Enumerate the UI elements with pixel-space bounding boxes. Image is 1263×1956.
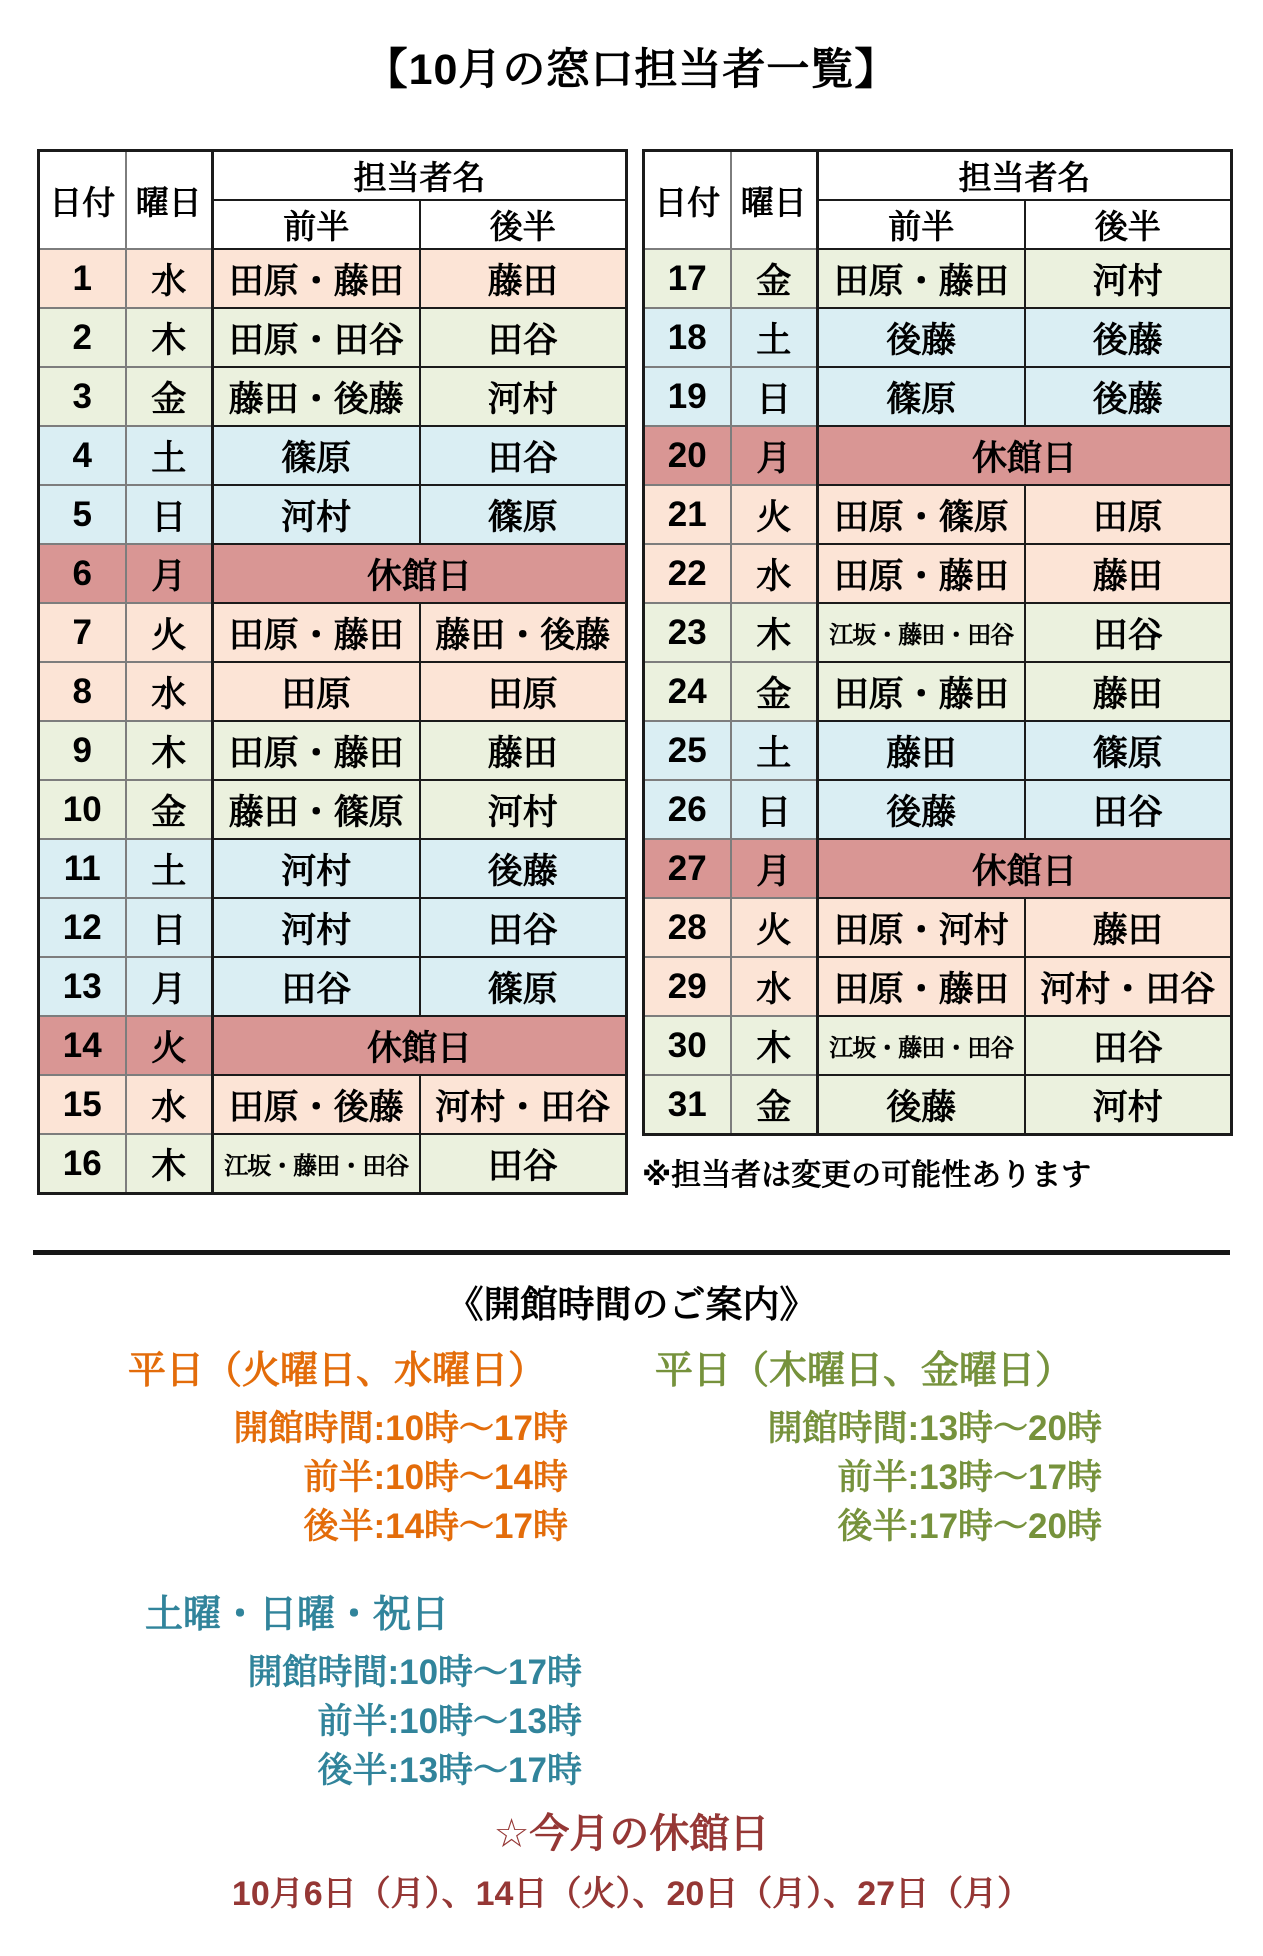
date-cell: 2 [39, 308, 126, 367]
roster-tables [0, 149, 1263, 1195]
date-cell: 19 [644, 367, 731, 426]
day-cell: 木 [731, 603, 818, 662]
date-cell: 22 [644, 544, 731, 603]
date-cell: 26 [644, 780, 731, 839]
day-cell: 水 [126, 249, 213, 308]
monthly-closures-title: ☆今月の休館日 [493, 1812, 770, 1856]
roster-table-left-column [37, 149, 625, 1195]
closed-day-cell: 休館日 [818, 839, 1232, 898]
staff-second-half-cell: 田谷 [1025, 1016, 1232, 1075]
staff-first-half-cell: 田谷 [213, 957, 420, 1016]
day-cell: 木 [126, 721, 213, 780]
day-cell: 水 [126, 662, 213, 721]
table-row [39, 839, 627, 898]
monthly-closures-dates: 10月6日（月）、14日（火）、20日（月）、27日（月） [231, 1875, 1032, 1913]
change-disclaimer-note: ※担当者は変更の可能性あります [642, 1159, 1092, 1192]
hours-block-lines [145, 1648, 582, 1795]
staff-name-header: 担当者名 [818, 151, 1232, 201]
date-cell: 13 [39, 957, 126, 1016]
hours-line-first-half: 前半:10時～13時 [317, 1702, 582, 1741]
roster-table-right [642, 149, 1233, 1136]
table-row [39, 544, 627, 603]
staff-second-half-cell: 藤田 [1025, 898, 1232, 957]
date-cell: 8 [39, 662, 126, 721]
hours-block-title: 平日（木曜日、金曜日） [655, 1350, 1074, 1392]
date-cell: 17 [644, 249, 731, 308]
table-row [39, 367, 627, 426]
staff-second-half-cell: 河村 [1025, 249, 1232, 308]
table-row [39, 603, 627, 662]
table-row [644, 839, 1232, 898]
staff-second-half-cell: 田谷 [420, 426, 627, 485]
table-row [39, 1075, 627, 1134]
first-half-header: 前半 [818, 200, 1025, 249]
date-cell: 24 [644, 662, 731, 721]
staff-second-half-cell: 後藤 [1025, 367, 1232, 426]
closed-day-cell: 休館日 [818, 426, 1232, 485]
day-cell: 金 [731, 1075, 818, 1135]
table-row [39, 485, 627, 544]
day-cell: 火 [731, 485, 818, 544]
opening-hours-heading: 《開館時間のご案内》 [446, 1284, 817, 1325]
date-cell: 15 [39, 1075, 126, 1134]
hours-block-lines [655, 1404, 1102, 1551]
staff-second-half-cell: 田谷 [420, 898, 627, 957]
day-cell: 金 [126, 367, 213, 426]
table-row [39, 957, 627, 1016]
staff-second-half-cell: 河村・田谷 [1025, 957, 1232, 1016]
staff-second-half-cell: 田谷 [420, 1134, 627, 1194]
date-cell: 6 [39, 544, 126, 603]
staff-second-half-cell: 藤田 [420, 249, 627, 308]
table-row [644, 367, 1232, 426]
closed-day-cell: 休館日 [213, 544, 627, 603]
staff-first-half-cell: 田原・篠原 [818, 485, 1025, 544]
table-row [644, 957, 1232, 1016]
table-row [644, 780, 1232, 839]
staff-second-half-cell: 篠原 [420, 957, 627, 1016]
staff-second-half-cell: 田谷 [1025, 780, 1232, 839]
table-row [39, 780, 627, 839]
table-row [644, 1016, 1232, 1075]
staff-first-half-cell: 後藤 [818, 308, 1025, 367]
date-cell: 31 [644, 1075, 731, 1135]
table-row [39, 1016, 627, 1075]
roster-table-right-column [642, 149, 1230, 1194]
hours-line-second-half: 後半:17時～20時 [837, 1507, 1102, 1546]
staff-first-half-cell: 田原 [213, 662, 420, 721]
staff-first-half-cell: 篠原 [818, 367, 1025, 426]
table-row [644, 603, 1232, 662]
date-cell: 1 [39, 249, 126, 308]
hours-line-first-half: 前半:10時～14時 [303, 1458, 568, 1497]
table-row [644, 898, 1232, 957]
table-row [644, 662, 1232, 721]
staff-first-half-cell: 篠原 [213, 426, 420, 485]
table-row [644, 721, 1232, 780]
table-row [39, 426, 627, 485]
staff-second-half-cell: 田原 [420, 662, 627, 721]
staff-second-half-cell: 藤田 [1025, 662, 1232, 721]
date-header: 日付 [39, 151, 126, 250]
day-cell: 火 [731, 898, 818, 957]
table-row [644, 485, 1232, 544]
staff-first-half-cell: 江坂・藤田・田谷 [818, 603, 1025, 662]
staff-first-half-cell: 藤田 [818, 721, 1025, 780]
staff-first-half-cell: 河村 [213, 839, 420, 898]
day-cell: 日 [126, 898, 213, 957]
date-cell: 4 [39, 426, 126, 485]
header-row [39, 151, 627, 201]
staff-second-half-cell: 篠原 [1025, 721, 1232, 780]
day-cell: 木 [126, 308, 213, 367]
day-cell: 火 [126, 603, 213, 662]
table-row [644, 308, 1232, 367]
table-row [39, 308, 627, 367]
hours-block-title: 平日（火曜日、水曜日） [128, 1350, 547, 1392]
day-cell: 水 [126, 1075, 213, 1134]
date-cell: 30 [644, 1016, 731, 1075]
first-half-header: 前半 [213, 200, 420, 249]
date-cell: 23 [644, 603, 731, 662]
staff-second-half-cell: 藤田・後藤 [420, 603, 627, 662]
table-row [644, 1075, 1232, 1135]
date-header: 日付 [644, 151, 731, 250]
table-row [644, 426, 1232, 485]
day-cell: 土 [126, 839, 213, 898]
hours-block-tue-wed [128, 1339, 568, 1551]
staff-second-half-cell: 河村 [420, 780, 627, 839]
staff-first-half-cell: 田原・藤田 [818, 544, 1025, 603]
day-cell: 土 [731, 308, 818, 367]
staff-second-half-cell: 藤田 [1025, 544, 1232, 603]
date-cell: 9 [39, 721, 126, 780]
hours-line-open: 開館時間:10時～17時 [233, 1409, 568, 1448]
date-cell: 28 [644, 898, 731, 957]
date-cell: 16 [39, 1134, 126, 1194]
day-cell: 日 [731, 780, 818, 839]
hours-block-thu-fri [655, 1339, 1102, 1551]
section-divider [33, 1250, 1230, 1255]
staff-first-half-cell: 田原・藤田 [213, 603, 420, 662]
day-cell: 火 [126, 1016, 213, 1075]
date-cell: 21 [644, 485, 731, 544]
day-cell: 日 [731, 367, 818, 426]
closed-day-cell: 休館日 [213, 1016, 627, 1075]
hours-block-weekend-holiday [145, 1583, 582, 1795]
day-cell: 金 [126, 780, 213, 839]
table-row [39, 898, 627, 957]
staff-first-half-cell: 田原・藤田 [213, 721, 420, 780]
second-half-header: 後半 [420, 200, 627, 249]
roster-table-left [37, 149, 628, 1195]
staff-first-half-cell: 江坂・藤田・田谷 [213, 1134, 420, 1194]
staff-first-half-cell: 田原・後藤 [213, 1075, 420, 1134]
staff-first-half-cell: 後藤 [818, 1075, 1025, 1135]
table-row [39, 662, 627, 721]
table-row [39, 249, 627, 308]
day-cell: 木 [126, 1134, 213, 1194]
staff-name-header: 担当者名 [213, 151, 627, 201]
table-row [644, 544, 1232, 603]
staff-first-half-cell: 田原・藤田 [818, 662, 1025, 721]
staff-second-half-cell: 篠原 [420, 485, 627, 544]
staff-first-half-cell: 藤田・篠原 [213, 780, 420, 839]
staff-second-half-cell: 河村 [1025, 1075, 1232, 1135]
date-cell: 20 [644, 426, 731, 485]
date-cell: 29 [644, 957, 731, 1016]
staff-first-half-cell: 田原・田谷 [213, 308, 420, 367]
day-cell: 木 [731, 1016, 818, 1075]
second-half-header: 後半 [1025, 200, 1232, 249]
staff-second-half-cell: 後藤 [1025, 308, 1232, 367]
hours-block-title: 土曜・日曜・祝日 [145, 1594, 450, 1636]
date-cell: 5 [39, 485, 126, 544]
staff-first-half-cell: 後藤 [818, 780, 1025, 839]
table-row [39, 1134, 627, 1194]
date-cell: 25 [644, 721, 731, 780]
staff-first-half-cell: 田原・河村 [818, 898, 1025, 957]
weekday-header: 曜日 [731, 151, 818, 250]
day-cell: 金 [731, 662, 818, 721]
staff-second-half-cell: 河村・田谷 [420, 1075, 627, 1134]
date-cell: 12 [39, 898, 126, 957]
date-cell: 11 [39, 839, 126, 898]
staff-first-half-cell: 河村 [213, 898, 420, 957]
day-cell: 月 [731, 839, 818, 898]
date-cell: 3 [39, 367, 126, 426]
day-cell: 土 [731, 721, 818, 780]
header-row [644, 151, 1232, 201]
staff-second-half-cell: 藤田 [420, 721, 627, 780]
hours-line-second-half: 後半:14時～17時 [303, 1507, 568, 1546]
staff-first-half-cell: 藤田・後藤 [213, 367, 420, 426]
day-cell: 月 [731, 426, 818, 485]
page-title: 【10月の窓口担当者一覧】 [364, 46, 899, 94]
day-cell: 水 [731, 957, 818, 1016]
hours-block-lines [128, 1404, 568, 1551]
staff-second-half-cell: 田谷 [1025, 603, 1232, 662]
staff-first-half-cell: 河村 [213, 485, 420, 544]
staff-second-half-cell: 後藤 [420, 839, 627, 898]
table-row [39, 721, 627, 780]
hours-line-open: 開館時間:13時～20時 [767, 1409, 1102, 1448]
day-cell: 水 [731, 544, 818, 603]
hours-line-second-half: 後半:13時～17時 [317, 1751, 582, 1790]
weekday-header: 曜日 [126, 151, 213, 250]
staff-second-half-cell: 河村 [420, 367, 627, 426]
date-cell: 14 [39, 1016, 126, 1075]
staff-first-half-cell: 田原・藤田 [818, 249, 1025, 308]
hours-line-first-half: 前半:13時～17時 [837, 1458, 1102, 1497]
date-cell: 27 [644, 839, 731, 898]
day-cell: 日 [126, 485, 213, 544]
staff-second-half-cell: 田原 [1025, 485, 1232, 544]
staff-first-half-cell: 田原・藤田 [213, 249, 420, 308]
staff-first-half-cell: 田原・藤田 [818, 957, 1025, 1016]
staff-first-half-cell: 江坂・藤田・田谷 [818, 1016, 1025, 1075]
day-cell: 月 [126, 957, 213, 1016]
date-cell: 10 [39, 780, 126, 839]
day-cell: 月 [126, 544, 213, 603]
table-row [644, 249, 1232, 308]
day-cell: 金 [731, 249, 818, 308]
date-cell: 18 [644, 308, 731, 367]
date-cell: 7 [39, 603, 126, 662]
day-cell: 土 [126, 426, 213, 485]
hours-line-open: 開館時間:10時～17時 [247, 1653, 582, 1692]
staff-second-half-cell: 田谷 [420, 308, 627, 367]
